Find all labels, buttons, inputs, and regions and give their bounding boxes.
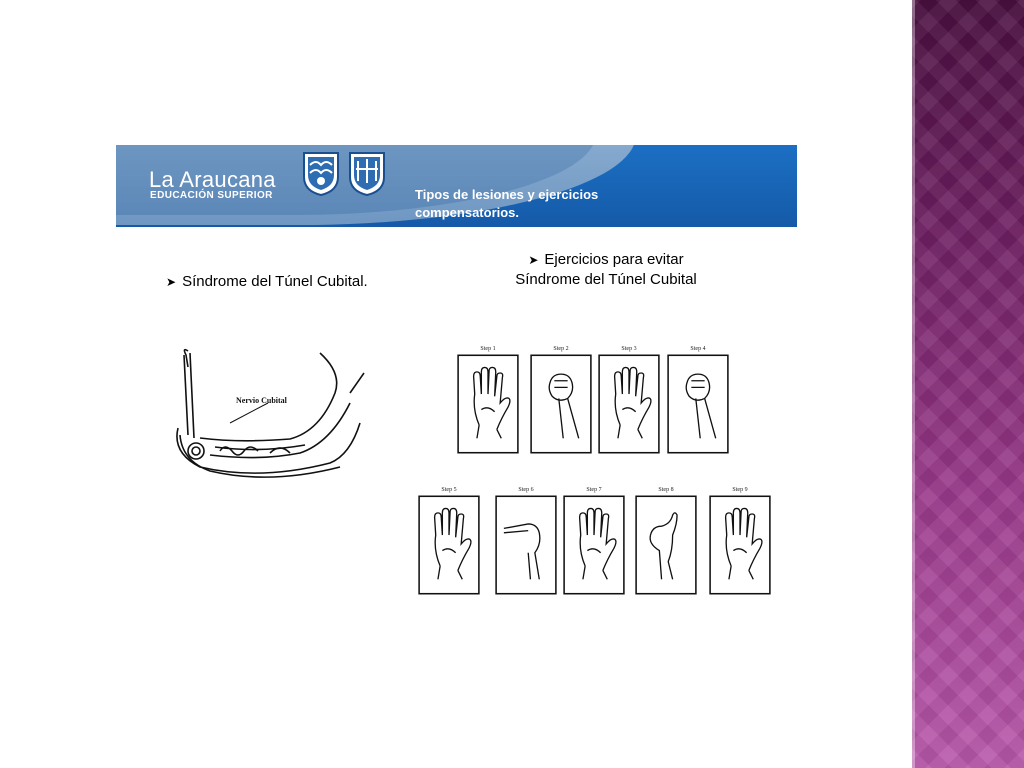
step-caption: Step 1: [480, 346, 496, 352]
side-band-edge: [912, 0, 915, 768]
bullet-cubital-syndrome: [166, 272, 368, 292]
decorative-side-band: [912, 0, 1024, 768]
exercise-step: [530, 344, 592, 454]
step-caption: Step 7: [586, 487, 602, 493]
step-caption: Step 9: [732, 487, 748, 493]
exercise-step: [598, 344, 660, 454]
hand-exercise-icon: [667, 354, 729, 454]
bullet-text-line2: Síndrome del Túnel Cubital: [515, 271, 697, 288]
slide-header-banner: [116, 145, 797, 227]
exercise-step: [563, 485, 625, 595]
exercise-step: [709, 485, 771, 595]
hand-exercise-icon: [418, 495, 480, 595]
hand-exercise-icon: [598, 354, 660, 454]
bullet-text-line1: Ejercicios para evitar: [544, 251, 684, 268]
hand-exercise-icon: [635, 495, 697, 595]
step-caption: Step 4: [690, 346, 706, 352]
step-caption: Step 6: [518, 487, 534, 493]
hand-exercise-icon: [530, 354, 592, 454]
exercise-step: [667, 344, 729, 454]
elbow-nerve-illustration: [170, 343, 370, 493]
step-caption: Step 2: [553, 346, 569, 352]
nerve-label: Nervio Cubital: [236, 396, 287, 405]
bullet-text: Síndrome del Túnel Cubital.: [182, 273, 368, 290]
slide-title: Tipos de lesiones y ejercicios compensatorios.: [415, 187, 599, 220]
bullet-exercises: [500, 250, 712, 290]
shield-logo-icon: [302, 151, 340, 197]
exercise-step: [495, 485, 557, 595]
hand-exercise-icon: [495, 495, 557, 595]
hand-exercise-icon: [709, 495, 771, 595]
step-caption: Step 8: [658, 487, 674, 493]
exercise-step: [418, 485, 480, 595]
exercise-step: [457, 344, 519, 454]
shield-logo-icon: [348, 151, 386, 197]
step-caption: Step 5: [441, 487, 457, 493]
brand-name: La Araucana: [149, 167, 276, 192]
bullet-arrow-icon: ➤: [166, 275, 177, 289]
hand-exercise-icon: [563, 495, 625, 595]
brand-subtitle: EDUCACIÓN SUPERIOR: [150, 190, 273, 201]
exercise-step: [635, 485, 697, 595]
step-caption: Step 3: [621, 346, 637, 352]
hand-exercise-icon: [457, 354, 519, 454]
bullet-arrow-icon: ➤: [528, 253, 539, 267]
